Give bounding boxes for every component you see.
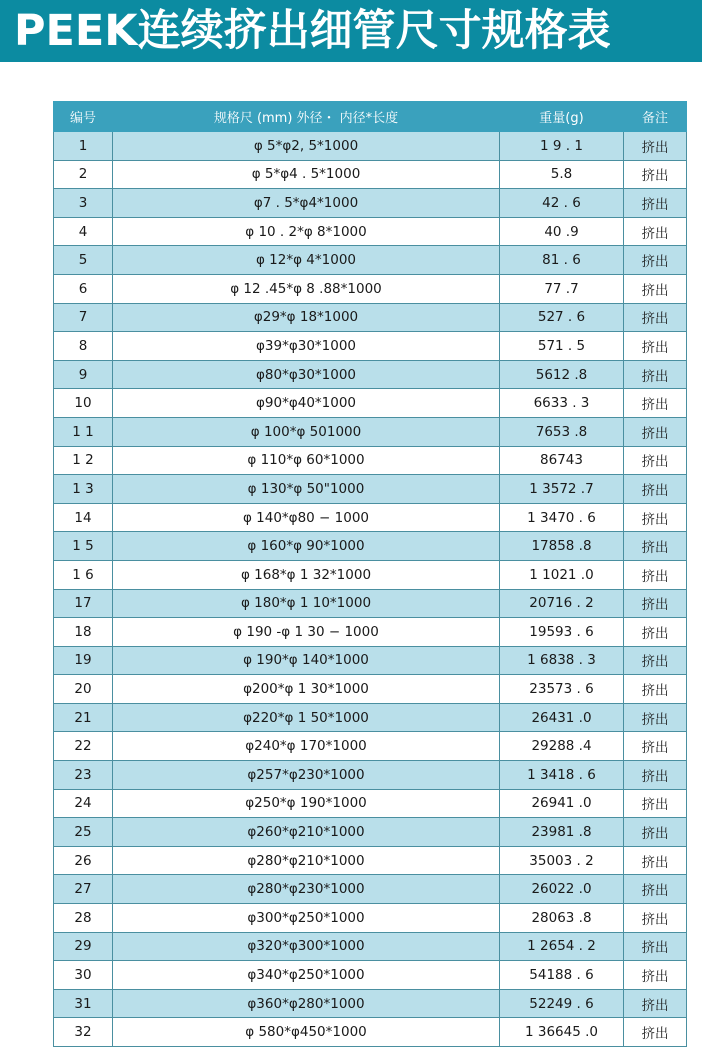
cell-weight: 35003 . 2 (500, 846, 624, 875)
table-row (54, 389, 687, 418)
cell-weight: 1 36645 .0 (500, 1018, 624, 1047)
table-row (54, 732, 687, 761)
cell-number: 30 (54, 961, 113, 990)
cell-number: 1 1 (54, 417, 113, 446)
table-row (54, 417, 687, 446)
table-row (54, 875, 687, 904)
cell-weight: 29288 .4 (500, 732, 624, 761)
cell-spec: φ 12*φ 4*1000 (113, 246, 500, 275)
cell-spec: φ 110*φ 60*1000 (113, 446, 500, 475)
cell-number: 17 (54, 589, 113, 618)
table-row (54, 360, 687, 389)
table-row (54, 503, 687, 532)
table-row (54, 532, 687, 561)
cell-weight: 5.8 (500, 160, 624, 189)
cell-weight: 20716 . 2 (500, 589, 624, 618)
cell-weight: 1 6838 . 3 (500, 646, 624, 675)
cell-spec: φ300*φ250*1000 (113, 904, 500, 933)
table-row (54, 246, 687, 275)
cell-remark: 挤出 (624, 360, 687, 389)
cell-spec: φ360*φ280*1000 (113, 989, 500, 1018)
cell-spec: φ 140*φ80 − 1000 (113, 503, 500, 532)
cell-spec: φ280*φ230*1000 (113, 875, 500, 904)
cell-number: 8 (54, 332, 113, 361)
cell-weight: 1 9 . 1 (500, 132, 624, 161)
cell-number: 23 (54, 761, 113, 790)
cell-number: 26 (54, 846, 113, 875)
cell-remark: 挤出 (624, 818, 687, 847)
table-row (54, 846, 687, 875)
cell-weight: 1 3572 .7 (500, 475, 624, 504)
cell-remark: 挤出 (624, 675, 687, 704)
cell-remark: 挤出 (624, 932, 687, 961)
table-row (54, 160, 687, 189)
table-row (54, 961, 687, 990)
cell-number: 21 (54, 703, 113, 732)
cell-number: 29 (54, 932, 113, 961)
cell-remark: 挤出 (624, 446, 687, 475)
cell-remark: 挤出 (624, 646, 687, 675)
cell-number: 6 (54, 274, 113, 303)
cell-spec: φ7 . 5*φ4*1000 (113, 189, 500, 218)
header-weight: 重量(g) (500, 102, 624, 132)
table-body (54, 132, 687, 1047)
cell-remark: 挤出 (624, 332, 687, 361)
table-row (54, 904, 687, 933)
table-row (54, 589, 687, 618)
table-row (54, 217, 687, 246)
cell-weight: 86743 (500, 446, 624, 475)
table-row (54, 332, 687, 361)
cell-spec: φ 10 . 2*φ 8*1000 (113, 217, 500, 246)
cell-spec: φ260*φ210*1000 (113, 818, 500, 847)
cell-number: 1 5 (54, 532, 113, 561)
table-row (54, 303, 687, 332)
table-row (54, 932, 687, 961)
cell-number: 9 (54, 360, 113, 389)
cell-weight: 52249 . 6 (500, 989, 624, 1018)
cell-number: 19 (54, 646, 113, 675)
cell-weight: 5612 .8 (500, 360, 624, 389)
cell-weight: 28063 .8 (500, 904, 624, 933)
cell-number: 14 (54, 503, 113, 532)
table-row (54, 446, 687, 475)
cell-spec: φ 130*φ 50"1000 (113, 475, 500, 504)
cell-remark: 挤出 (624, 961, 687, 990)
cell-remark: 挤出 (624, 160, 687, 189)
cell-remark: 挤出 (624, 618, 687, 647)
page-title: PEEK连续挤出细管尺寸规格表 (14, 6, 611, 56)
cell-spec: φ90*φ40*1000 (113, 389, 500, 418)
cell-remark: 挤出 (624, 274, 687, 303)
cell-number: 24 (54, 789, 113, 818)
cell-number: 1 2 (54, 446, 113, 475)
cell-number: 7 (54, 303, 113, 332)
table-row (54, 1018, 687, 1047)
cell-number: 25 (54, 818, 113, 847)
cell-weight: 571 . 5 (500, 332, 624, 361)
cell-remark: 挤出 (624, 1018, 687, 1047)
header-remark: 备注 (624, 102, 687, 132)
cell-remark: 挤出 (624, 560, 687, 589)
cell-weight: 54188 . 6 (500, 961, 624, 990)
cell-weight: 23573 . 6 (500, 675, 624, 704)
cell-weight: 42 . 6 (500, 189, 624, 218)
cell-spec: φ320*φ300*1000 (113, 932, 500, 961)
table-row (54, 761, 687, 790)
table-row (54, 703, 687, 732)
cell-spec: φ 180*φ 1 10*1000 (113, 589, 500, 618)
cell-weight: 77 .7 (500, 274, 624, 303)
cell-spec: φ80*φ30*1000 (113, 360, 500, 389)
cell-number: 31 (54, 989, 113, 1018)
cell-spec: φ250*φ 190*1000 (113, 789, 500, 818)
table-row (54, 818, 687, 847)
cell-weight: 19593 . 6 (500, 618, 624, 647)
cell-spec: φ340*φ250*1000 (113, 961, 500, 990)
cell-remark: 挤出 (624, 789, 687, 818)
cell-spec: φ 5*φ2, 5*1000 (113, 132, 500, 161)
table-row (54, 789, 687, 818)
cell-spec: φ220*φ 1 50*1000 (113, 703, 500, 732)
header-spec: 规格尺 (mm) 外径・ 内径*长度 (113, 102, 500, 132)
cell-remark: 挤出 (624, 703, 687, 732)
cell-weight: 40 .9 (500, 217, 624, 246)
cell-remark: 挤出 (624, 846, 687, 875)
cell-weight: 1 3470 . 6 (500, 503, 624, 532)
cell-weight: 1 3418 . 6 (500, 761, 624, 790)
cell-remark: 挤出 (624, 417, 687, 446)
cell-spec: φ 5*φ4 . 5*1000 (113, 160, 500, 189)
cell-number: 32 (54, 1018, 113, 1047)
cell-number: 28 (54, 904, 113, 933)
cell-weight: 7653 .8 (500, 417, 624, 446)
cell-remark: 挤出 (624, 132, 687, 161)
cell-remark: 挤出 (624, 532, 687, 561)
cell-weight: 26941 .0 (500, 789, 624, 818)
cell-weight: 1 2654 . 2 (500, 932, 624, 961)
cell-spec: φ 160*φ 90*1000 (113, 532, 500, 561)
cell-spec: φ280*φ210*1000 (113, 846, 500, 875)
cell-remark: 挤出 (624, 761, 687, 790)
cell-weight: 81 . 6 (500, 246, 624, 275)
cell-remark: 挤出 (624, 246, 687, 275)
cell-weight: 6633 . 3 (500, 389, 624, 418)
cell-number: 4 (54, 217, 113, 246)
cell-number: 10 (54, 389, 113, 418)
cell-number: 5 (54, 246, 113, 275)
cell-remark: 挤出 (624, 732, 687, 761)
cell-remark: 挤出 (624, 389, 687, 418)
cell-spec: φ240*φ 170*1000 (113, 732, 500, 761)
spec-table (53, 101, 687, 1047)
cell-spec: φ 190*φ 140*1000 (113, 646, 500, 675)
cell-remark: 挤出 (624, 589, 687, 618)
title-banner (0, 0, 702, 62)
table-row (54, 560, 687, 589)
cell-remark: 挤出 (624, 189, 687, 218)
cell-remark: 挤出 (624, 303, 687, 332)
cell-number: 1 6 (54, 560, 113, 589)
cell-spec: φ 100*φ 501000 (113, 417, 500, 446)
header-number: 编号 (54, 102, 113, 132)
cell-remark: 挤出 (624, 475, 687, 504)
table-row (54, 132, 687, 161)
cell-number: 27 (54, 875, 113, 904)
cell-weight: 26431 .0 (500, 703, 624, 732)
cell-spec: φ 580*φ450*1000 (113, 1018, 500, 1047)
cell-spec: φ257*φ230*1000 (113, 761, 500, 790)
cell-spec: φ 12 .45*φ 8 .88*1000 (113, 274, 500, 303)
cell-remark: 挤出 (624, 904, 687, 933)
table-row (54, 646, 687, 675)
table-row (54, 189, 687, 218)
cell-number: 18 (54, 618, 113, 647)
table-row (54, 618, 687, 647)
cell-remark: 挤出 (624, 503, 687, 532)
cell-weight: 23981 .8 (500, 818, 624, 847)
cell-spec: φ200*φ 1 30*1000 (113, 675, 500, 704)
cell-number: 3 (54, 189, 113, 218)
cell-spec: φ29*φ 18*1000 (113, 303, 500, 332)
cell-number: 2 (54, 160, 113, 189)
table-header-row (54, 102, 687, 132)
cell-weight: 26022 .0 (500, 875, 624, 904)
cell-spec: φ39*φ30*1000 (113, 332, 500, 361)
cell-remark: 挤出 (624, 875, 687, 904)
cell-weight: 17858 .8 (500, 532, 624, 561)
cell-remark: 挤出 (624, 989, 687, 1018)
cell-number: 20 (54, 675, 113, 704)
cell-weight: 1 1021 .0 (500, 560, 624, 589)
cell-number: 1 3 (54, 475, 113, 504)
cell-remark: 挤出 (624, 217, 687, 246)
cell-weight: 527 . 6 (500, 303, 624, 332)
table-row (54, 989, 687, 1018)
table-row (54, 475, 687, 504)
cell-spec: φ 168*φ 1 32*1000 (113, 560, 500, 589)
table-row (54, 274, 687, 303)
table-row (54, 675, 687, 704)
cell-spec: φ 190 -φ 1 30 − 1000 (113, 618, 500, 647)
cell-number: 1 (54, 132, 113, 161)
cell-number: 22 (54, 732, 113, 761)
